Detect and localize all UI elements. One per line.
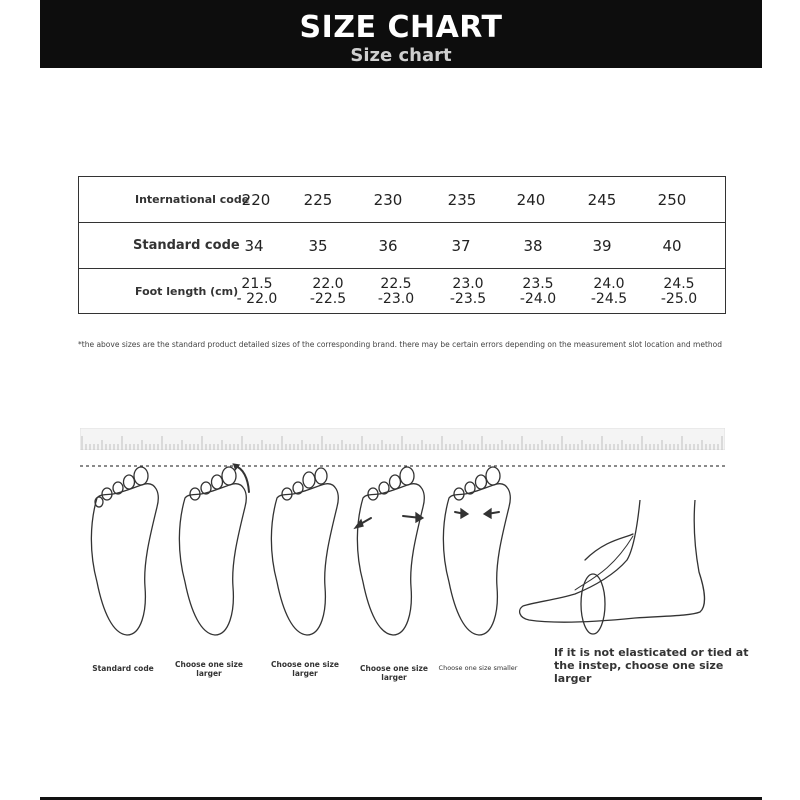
foot-standard-icon (91, 467, 158, 635)
size-table (78, 176, 726, 314)
caption-larger-2: Choose one size larger (271, 660, 339, 678)
row-label: Standard code (133, 238, 240, 253)
table-cell: 230 (373, 191, 403, 209)
caption-instep: If it is not elasticated or tied at the instep, choose one size larger (554, 646, 749, 685)
header-bar (40, 0, 762, 68)
table-row (79, 177, 725, 223)
table-cell: 34 (244, 237, 264, 255)
table-cell: 22.5 -23.0 (377, 276, 415, 307)
foot-narrow-icon (443, 467, 510, 635)
table-cell: 35 (308, 237, 328, 255)
table-cell: 23.0 -23.5 (449, 276, 487, 307)
table-row (79, 268, 725, 315)
caption-standard: Standard code (92, 664, 154, 673)
row-label: Foot length (cm) (135, 285, 239, 298)
foot-wide-icon (355, 467, 424, 635)
caption-larger-1: Choose one size larger (175, 660, 243, 678)
caption-larger-3: Choose one size larger (360, 664, 428, 682)
table-cell: 235 (447, 191, 477, 209)
table-cell: 245 (587, 191, 617, 209)
table-cell: 22.0 -22.5 (309, 276, 347, 307)
table-cell: 24.5 -25.0 (660, 276, 698, 307)
table-cell: 23.5 -24.0 (519, 276, 557, 307)
table-cell: 21.5 - 22.0 (236, 276, 278, 307)
table-row (79, 222, 725, 269)
row-label: International code (135, 193, 250, 206)
side-foot-icon (515, 500, 710, 635)
table-cell: 39 (592, 237, 612, 255)
ruler-illustration (80, 428, 725, 450)
feet-illustrations (75, 462, 545, 642)
caption-smaller: Choose one size smaller (438, 664, 518, 672)
foot-larger-icon (179, 464, 249, 635)
page-title: SIZE CHART (299, 10, 503, 45)
table-cell: 240 (516, 191, 546, 209)
foot-larger-icon (271, 468, 338, 635)
table-cell: 37 (451, 237, 471, 255)
table-cell: 40 (662, 237, 682, 255)
table-cell: 38 (523, 237, 543, 255)
page-subtitle: Size chart (350, 45, 452, 66)
table-cell: 36 (378, 237, 398, 255)
table-cell: 220 (241, 191, 271, 209)
table-cell: 225 (303, 191, 333, 209)
table-cell: 24.0 -24.5 (590, 276, 628, 307)
table-cell: 250 (657, 191, 687, 209)
measurement-note: *the above sizes are the standard product detailed sizes of the corresponding brand. there may be certain errors depending on the measurement slot location and method (78, 340, 723, 349)
